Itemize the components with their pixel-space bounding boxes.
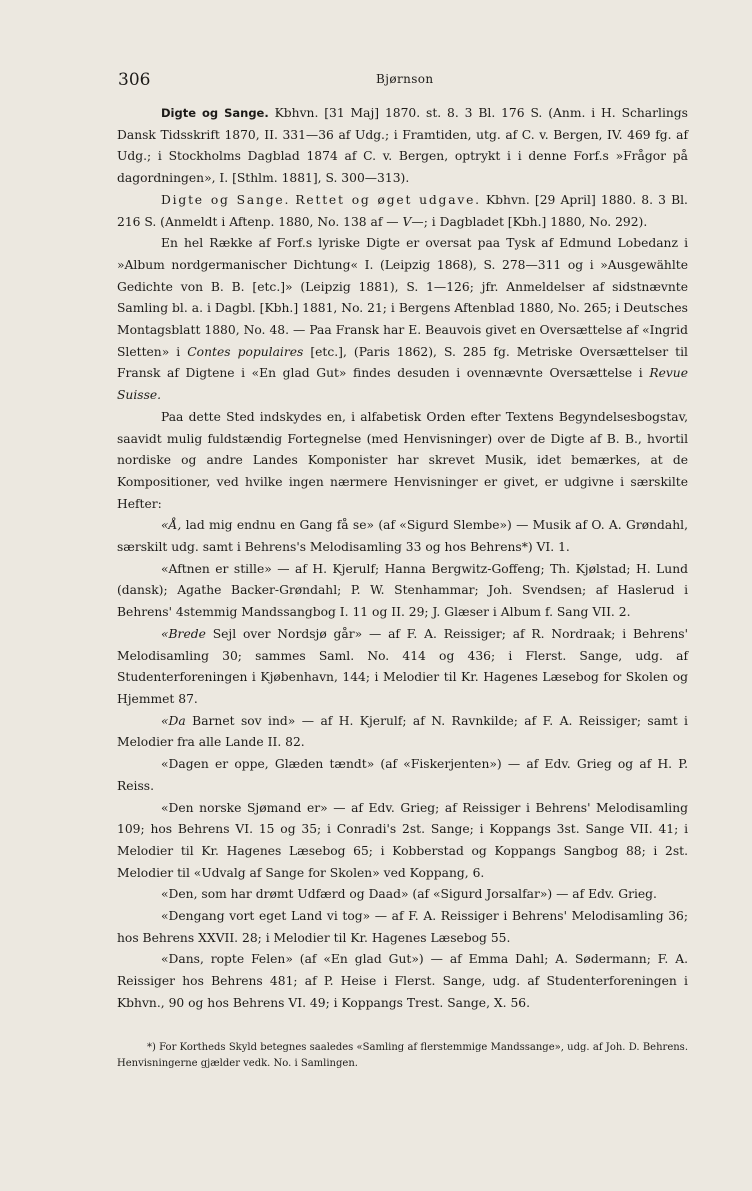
- translations-paragraph: En hel Række af Forf.s lyriske Digte er oversat paa Tysk af Edmund Lobedanz i »Album nordgermanischer Dichtung« I. (Leipzig 1868), S. 278—311 og i »Ausgewählte Gedichte von B. B. [etc.]» (Leipzig 1881), S. 1—126; jfr. Anmeldelser af sidstnævnte Samling bl. a. i Dagbl. [Kbh.] 1881, No. 21; i Bergens Aftenblad 1880, No. 265; i Deutsches Montagsblatt 1880, No. 48. — Paa Fransk har E. Beauvois givet en Oversættelse af «Ingrid Sletten» i Contes populaires [etc.], (Paris 1862), S. 285 fg. Metriske Oversættelser til Fransk af Digtene i «En glad Gut» findes desuden i ovennævnte Oversættelse i Revue Suisse.: [117, 236, 688, 403]
- song-entry: «Den, som har drømt Udfærd og Daad» (af «Sigurd Jorsalfar») — af Edv. Grieg.: [161, 887, 657, 902]
- song-entry: «Dagen er oppe, Glæden tændt» (af «Fiskerjenten») — af Edv. Grieg og af H. P. Reiss.: [117, 757, 688, 793]
- entry-digte-og-sange-1880: [117, 190, 688, 233]
- entry-title: Digte og Sange.: [161, 192, 291, 207]
- song-entry: «Dengang vort eget Land vi tog» — af F. A. Reissiger i Behrens' Melodisamling 36; hos Behrens XXVII. 28; i Melodier til Kr. Hagenes Læsebog 55.: [117, 909, 688, 945]
- entry-subtitle: Rettet og øget udgave.: [295, 192, 481, 207]
- italic-title: Contes populaires: [187, 344, 304, 359]
- intro-paragraph: Paa dette Sted indskydes en, i alfabetisk Orden efter Textens Begyndelsesbogstav, saavidt mulig fuldstændig Fortegnelse (med Henvisninger) over de Digte af B. B., hvortil nordiske og andre Landes Komponister har skrevet Musik, idet bemærkes, at de Kompositioner, ved hvilke ingen nærmere Henvisninger er givet, er udgivne i særskilte Hefter:: [117, 409, 688, 511]
- page-number: 306: [118, 70, 151, 90]
- entry-text-end: —; i Dagbladet [Kbh.] 1880, No. 292).: [411, 214, 648, 229]
- song-entry: «Den norske Sjømand er» — af Edv. Grieg; af Reissiger i Behrens' Melodisamling 109; hos Behrens VI. 15 og 35; i Conradi's 2st. Sange; i Koppangs 3st. Sange VII. 41; i Melodier til Kr. Hagenes Læsebog 65; i Kobberstad og Koppangs Sangbog 88; i 2st. Melodier til «Udvalg af Sange for Skolen» ved Koppang, 6.: [117, 800, 688, 880]
- entry-text: Kbhvn. [29 April] 1880. 8. 3 Bl. 216 S. (Anmeldt i Aftenp. 1880, No. 138 af —: [117, 192, 688, 229]
- running-head: Bjørnson: [376, 72, 434, 86]
- song-entry: «Brede Sejl over Nordsjø går» — af F. A. Reissiger; af R. Nordraak; i Behrens' Melodisamling 30; sammes Saml. No. 414 og 436; i Flerst. Sange, udg. af Studenterforeningen i Kjøbenhavn, 144; i Melodier til Kr. Hagenes Læsebog for Skolen og Hjemmet 87.: [117, 626, 688, 706]
- footnote-text: *) For Kortheds Skyld betegnes saaledes «Samling af flerstemmige Mandssange», udg. af Joh. D. Behrens. Henvisningerne gjælder vedk. No. i Samlingen.: [117, 1042, 688, 1069]
- page-body: [117, 103, 688, 1015]
- song-entry: «Å, lad mig endnu en Gang få se» (af «Sigurd Slembe») — Musik af O. A. Grøndahl, særskilt udg. samt i Behrens's Melodisamling 33 og hos Behrens*) VI. 1.: [117, 518, 688, 555]
- italic-title: Revue Suisse.: [117, 366, 688, 403]
- song-entry: «Aftnen er stille» — af H. Kjerulf; Hanna Bergwitz-Goffeng; Th. Kjølstad; H. Lund (dansk); Agathe Backer-Grøndahl; P. W. Stenhammar; Joh. Svendsen; af Haslerud i Behrens' 4stemmig Mandssangbog I. 11 og II. 29; J. Glæser i Album f. Sang VII. 2.: [117, 561, 688, 620]
- footnote: [117, 1040, 688, 1072]
- song-entry: «Da Barnet sov ind» — af H. Kjerulf; af N. Ravnkilde; af F. A. Reissiger; samt i Melodier fra alle Lande II. 82.: [117, 713, 688, 750]
- entry-digte-og-sange-1870: [117, 103, 688, 190]
- entry-text: Kbhvn. [31 Maj] 1870. st. 8. 3 Bl. 176 S. (Anm. i H. Scharlings Dansk Tidsskrift 1870, II. 331—36 af Udg.; i Framtiden, utg. af C. v. Bergen, IV. 469 fg. af Udg.; i Stockholms Dagblad 1874 af C. v. Bergen, optrykt i i denne Forf.s »Frågor på dagordningen», I. [Sthlm. 1881], S. 300—313).: [117, 106, 688, 186]
- entry-title: Digte og Sange.: [161, 106, 269, 120]
- reviewer-signature: V: [402, 214, 412, 229]
- song-entry: «Dans, ropte Felen» (af «En glad Gut») — af Emma Dahl; A. Sødermann; F. A. Reissiger hos Behrens 481; af P. Heise i Flerst. Sange, udg. af Studenterforeningen i Kbhvn., 90 og hos Behrens VI. 49; i Koppangs Trest. Sange, X. 56.: [117, 952, 688, 1010]
- page-header: [118, 70, 688, 92]
